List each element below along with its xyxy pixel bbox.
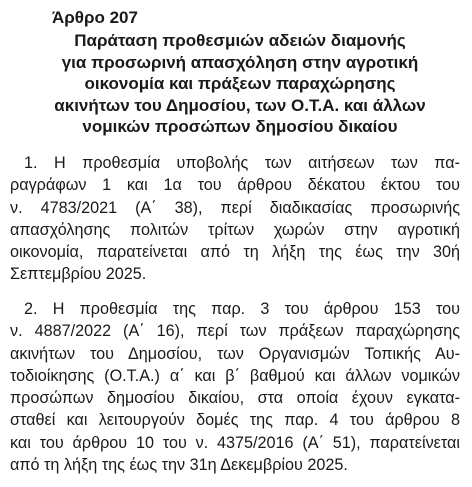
paragraph-line: και του άρθρου 10 του ν. 4375/2016 (Α΄ 51), παρατείνεται: [10, 433, 460, 452]
article-number: Άρθρο 207: [52, 8, 138, 27]
paragraph-line: τοδιοίκησης (Ο.Τ.Α.) α΄ και β΄ βαθμού και άλλων νομικών: [10, 366, 460, 385]
paragraph-line: ν. 4887/2022 (Α΄ 16), περί των πράξεων παραχώρησης: [10, 322, 460, 341]
paragraph-line: Σεπτεμβρίου 2025.: [10, 265, 147, 284]
article-title: [20, 30, 460, 138]
article-title-line: οικονομία και πράξεων παραχώρησης: [84, 74, 396, 93]
paragraph-line: προσώπων δημοσίου δικαίου, στα οποία έχουν εγκατα-: [10, 389, 460, 408]
article-title-line: ακινήτων του Δημοσίου, των Ο.Τ.Α. και άλλων: [54, 95, 426, 115]
paragraph-line: από τη λήξη της έως την 31η Δεκεμβρίου 2025.: [10, 456, 348, 475]
article-title-line: νομικών προσώπων δημοσίου δικαίου: [82, 117, 398, 136]
paragraph-line: ν. 4783/2021 (Α΄ 38), περί διαδικασίας προσωρινής: [10, 198, 460, 217]
paragraph-line: απασχόλησης πολιτών τρίτων χωρών στην αγροτική: [10, 220, 460, 239]
paragraph-line: 1. Η προθεσμία υποβολής των αιτήσεων των πα-: [24, 154, 460, 172]
paragraph-line: ακινήτων του Δημοσίου, των Οργανισμών Τοπικής Αυ-: [10, 344, 460, 363]
paragraph-1: [10, 152, 460, 286]
paragraph-line: σταθεί και λειτουργούν δομές της παρ. 4 του άρθρου 8: [10, 411, 460, 430]
paragraph-line: οικονομία, παρατείνεται από τη λήξη της έως την 30ή: [10, 243, 460, 262]
paragraph-line: 2. Η προθεσμία της παρ. 3 του άρθρου 153 του: [24, 300, 460, 318]
article-title-line: για προσωρινή απασχόληση στην αγροτική: [61, 52, 419, 72]
paragraph-2: [10, 298, 460, 476]
article-title-line: Παράταση προθεσμιών αδειών διαμονής: [74, 31, 406, 50]
paragraph-line: ραγράφων 1 και 1α του άρθρου δέκατου έκτου του: [10, 176, 460, 195]
